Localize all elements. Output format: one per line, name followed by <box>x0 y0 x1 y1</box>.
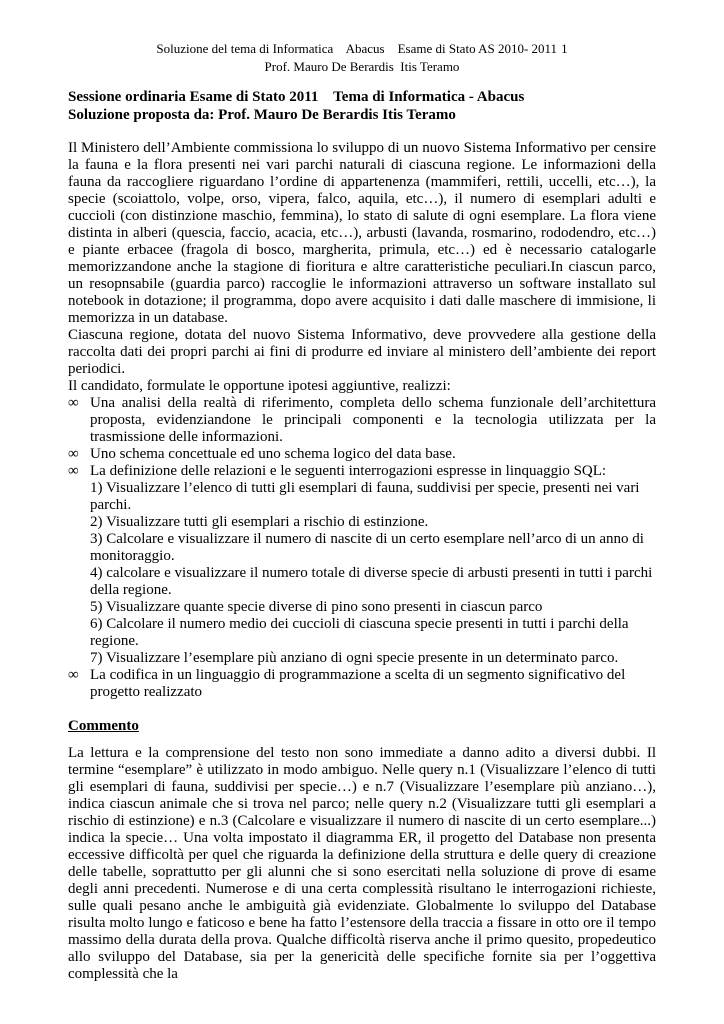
running-header <box>68 40 656 76</box>
requirement-item-3 <box>68 463 656 667</box>
query-1: 1) Visualizzare l’elenco di tutti gli esemplari di fauna, suddivisi per specie, presenti nei vari parchi. <box>90 480 640 513</box>
query-6: 6) Calcolare il numero medio dei cuccioli di ciascuna specie presenti in tutti i parchi della regione. <box>90 616 629 649</box>
infinity-bullet-icon: ∞ <box>68 446 79 462</box>
page-number: 1 <box>561 41 568 56</box>
query-2: 2) Visualizzare tutti gli esemplari a rischio di estinzione. <box>90 514 429 530</box>
document-page <box>68 40 656 983</box>
intro-paragraph-2: Ciascuna regione, dotata del nuovo Sistema Informativo, deve provvedere alla gestione della raccolta dati dei propri parchi ai fini di produrre ed inviare al ministero dell’ambiente dei report periodici. <box>68 327 656 377</box>
intro-paragraph-3: Il candidato, formulate le opportune ipotesi aggiuntive, realizzi: <box>68 378 451 394</box>
requirement-text-1: Una analisi della realtà di riferimento, completa dello schema funzionale dell’architettura proposta, evidenziandone le principali componenti e la tecnologia utilizzata per la trasmissione delle informazioni. <box>90 395 656 445</box>
query-3: 3) Calcolare e visualizzare il numero di nascite di un certo esemplare nell’arco di un anno di monitoraggio. <box>90 531 644 564</box>
commento-heading: Commento <box>68 718 139 734</box>
title-line-2: Soluzione proposta da: Prof. Mauro De Berardis Itis Teramo <box>68 107 456 123</box>
requirement-item-2 <box>68 446 656 463</box>
requirement-text-2: Uno schema concettuale ed uno schema logico del data base. <box>90 446 456 462</box>
requirement-text-3: La definizione delle relazioni e le seguenti interrogazioni espresse in linquaggio SQL: <box>90 463 607 479</box>
header-line-1 <box>68 40 656 58</box>
requirement-text-4: La codifica in un linguaggio di programmazione a scelta di un segmento significativo del progetto realizzato <box>90 667 626 700</box>
query-5: 5) Visualizzare quante specie diverse di pino sono presenti in ciascun parco <box>90 599 543 615</box>
query-7: 7) Visualizzare l’esemplare più anziano di ogni specie presente in un determinato parco. <box>90 650 619 666</box>
header-line-2: Prof. Mauro De Berardis Itis Teramo <box>264 59 460 74</box>
commento-paragraph: La lettura e la comprensione del testo non sono immediate a danno adito a diversi dubbi. Il termine “esemplare” è utilizzato in modo ambiguo. Nelle query n.1 (Visualizzare l’elenco di tutti gli esemplari di fauna, suddivisi per specie…) e n.7 (Visualizzare l’esemplare più anziano…), indica ciascun animale che si trova nel parco; nelle query n.2 (Visualizzare tutti gli esemplari a rischio di estinzione) e n.3 (Calcolare e visualizzare il numero di nascite di un certo esemplare...) indica la specie… Una volta impostato il diagramma ER, il progetto del Database non presenta eccessive difficoltà per quel che riguarda la definizione della struttura e delle query di creazione delle tabelle, soprattutto per gli alunni che si sono esercitati nella soluzione di prove di esame degli anni precedenti. Numerose e di una certa complessità risultano le interrogazioni richieste, sulle quali pesano anche le ambiguità già evidenziate. Globalmente lo sviluppo del Database risulta molto lungo e faticoso e bene ha fatto l’estensore della traccia a fissare in otto ore il tempo massimo della durata della prova. Qualche difficoltà riserva anche il primo quesito, propedeutico allo sviluppo del Database, sia per la genericità delle specifiche fornite sia per l’oggettiva complessità che la <box>68 745 656 982</box>
intro-paragraph-1: Il Ministero dell’Ambiente commissiona lo sviluppo di un nuovo Sistema Informativo per censire la fauna e la flora presenti nei vari parchi naturali di ciascuna regione. Le informazioni della fauna da raccogliere riguardano l’ordine di appartenenza (mammiferi, rettili, uccelli, etc…), la specie (scoiattolo, volpe, orso, vipera, falco, aquila, etc…), il numero di esemplari adulti e cuccioli (con distinzione maschio, femmina), lo stato di salute di ogni esemplare. La flora viene distinta in alberi (quescia, faccio, acacia, etc…), arbusti (lavanda, rosmarino, rododendro, etc…) e piante erbacee (fragola di bosco, margherita, primula, etc…) ed è necessario catalogarle memorizzandone anche la stagione di fioritura e altre caratteristiche peculiari.In ciascun parco, un resopnsabile (guardia parco) raccoglie le informazioni attraverso un software installato sul notebook in dotazione; il programma, dopo avere acquisito i dati dalle maschere di immisione, li memorizza in un database. <box>68 140 656 326</box>
infinity-bullet-icon: ∞ <box>68 667 79 683</box>
title-line-1: Sessione ordinaria Esame di Stato 2011 Tema di Informatica - Abacus <box>68 89 525 105</box>
document-title <box>68 88 656 124</box>
infinity-bullet-icon: ∞ <box>68 463 79 479</box>
requirement-item-1 <box>68 395 656 446</box>
header-title: Soluzione del tema di Informatica Abacus Esame di Stato AS 2010- 2011 <box>156 41 558 56</box>
requirement-item-4 <box>68 667 656 701</box>
query-4: 4) calcolare e visualizzare il numero totale di diverse specie di arbusti presenti in tutti i parchi della regione. <box>90 565 653 598</box>
infinity-bullet-icon: ∞ <box>68 395 79 411</box>
